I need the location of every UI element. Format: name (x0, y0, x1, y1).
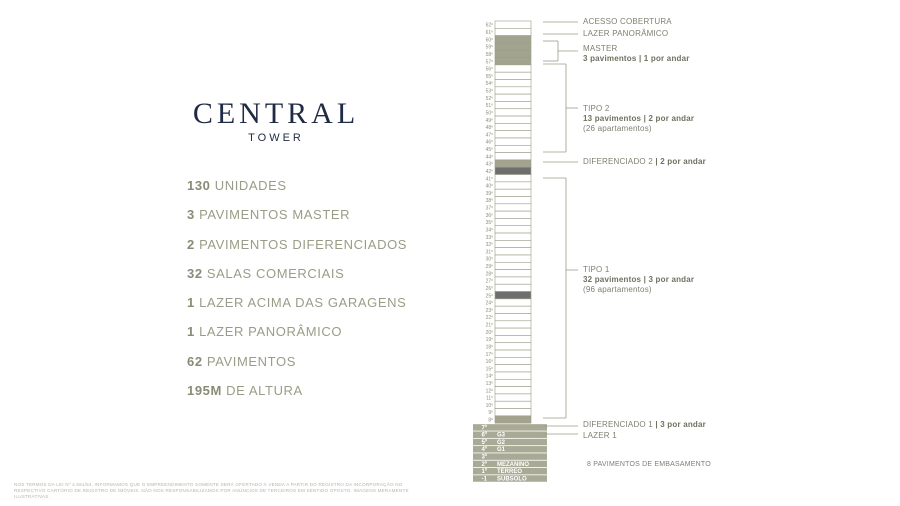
legal-disclaimer: NOS TERMOS DA LEI Nº 4.591/64, INFORMAMOS QUE O EMPREENDIMENTO SOMENTE SERÁ OFERTADO À VENDA A PARTIR DO REGISTRO DA INCORPORAÇÃO NO RESPECTIVO CARTÓRIO DE REGISTRO DE IMÓVEIS. NÃO NOS RESPONSABILIZAMOS POR ANÚNCIOS DE TERCEIROS EM SENTIDO OPOSTO. IMAGENS MERAMENTE ILUSTRATIVAS. (14, 482, 409, 499)
annotation-tipo2-sub: (26 apartamentos) (583, 124, 652, 133)
floor-number: 52º (485, 95, 493, 102)
floor-block (495, 116, 531, 123)
floor-block (495, 175, 531, 182)
base-floor-number: 7º (481, 425, 487, 432)
floor-number: 58º (485, 51, 493, 58)
floor-block (495, 123, 531, 130)
annotation-tipo2-title: TIPO 2 (583, 104, 610, 113)
floor-block (495, 387, 531, 394)
floor-block (495, 299, 531, 306)
floor-block (495, 328, 531, 335)
stat-number: 2 (187, 236, 195, 252)
floor-number: 22º (485, 315, 493, 322)
floor-number: 60º (485, 37, 493, 44)
floor-block (495, 357, 531, 364)
base-floor-label: G2 (497, 439, 506, 446)
floor-block (495, 313, 531, 320)
floor-block (495, 350, 531, 357)
floor-number: 10º (485, 402, 493, 409)
floor-block (495, 343, 531, 350)
annotation-master-detail: 3 pavimentos | 1 por andar (583, 54, 690, 63)
floor-block (495, 131, 531, 138)
stat-number: 3 (187, 207, 195, 223)
floor-number: 19º (485, 337, 493, 344)
floor-number: 12º (485, 388, 493, 395)
floor-block (495, 138, 531, 145)
floor-block (495, 79, 531, 86)
annotation-embasamento: 8 PAVIMENTOS DE EMBASAMENTO (587, 461, 711, 468)
floor-block (495, 233, 531, 240)
floor-block (495, 277, 531, 284)
floor-number: 62º (485, 22, 493, 29)
annotation-master (583, 44, 690, 64)
floor-number: 41º (485, 176, 493, 183)
annotation-diferenciado1 (583, 420, 706, 430)
floor-number: 40º (485, 183, 493, 190)
floor-block (495, 43, 531, 50)
floor-number: 26º (485, 285, 493, 292)
base-floor-label: MEZANINO (497, 461, 529, 468)
floor-block (495, 262, 531, 269)
floor-block (495, 321, 531, 328)
floor-number: 21º (485, 322, 493, 329)
base-floor-number: 6º (481, 432, 487, 439)
floor-number: 13º (485, 381, 493, 387)
annotation-dif1-title: DIFERENCIADO 1 (583, 420, 653, 429)
floor-number: 28º (485, 271, 493, 278)
annotation-diferenciado2 (583, 157, 706, 167)
floor-block (495, 21, 531, 28)
floor-number: 25º (485, 293, 493, 300)
floor-number: 30º (485, 256, 493, 263)
floor-block (495, 255, 531, 262)
floor-block (495, 109, 531, 116)
stat-number: 62 (187, 353, 203, 369)
floor-number: 51º (485, 103, 493, 110)
base-floor-label: TÉRREO (497, 469, 523, 476)
floor-number: 44º (485, 154, 493, 161)
annotation-dif2-title: DIFERENCIADO 2 (583, 157, 653, 166)
floor-block (495, 335, 531, 342)
stat-text: PAVIMENTOS (206, 353, 296, 369)
annotation-tipo1 (583, 265, 694, 295)
floor-block (495, 394, 531, 401)
base-floor-number: 3º (481, 454, 487, 461)
annotation-lazer1: LAZER 1 (583, 431, 617, 440)
floor-number: 50º (485, 110, 493, 117)
base-floor-label: G3 (497, 432, 506, 439)
annotation-dif2-detail: | 2 por andar (655, 157, 706, 166)
annotation-lazer-panoramico: LAZER PANORÂMICO (583, 29, 669, 38)
base-floor-label: SUBSOLO (497, 476, 527, 483)
floor-number: 55º (485, 73, 493, 80)
floor-number: 53º (485, 88, 493, 95)
stat-text: PAVIMENTOS DIFERENCIADOS (199, 236, 408, 252)
floor-block (495, 160, 531, 167)
floor-number: 37º (485, 205, 493, 212)
annotation-master-title: MASTER (583, 44, 618, 53)
logo-title: CENTRAL (192, 97, 360, 130)
floor-number: 54º (485, 81, 493, 88)
floor-number: 20º (485, 329, 493, 336)
floor-block (495, 101, 531, 108)
floor-number: 49º (485, 117, 493, 124)
floor-number: 31º (485, 249, 493, 256)
floor-number: 35º (485, 220, 493, 227)
stat-text: UNIDADES (214, 178, 287, 193)
stat-number: 32 (187, 265, 203, 281)
base-floor-label: G1 (497, 447, 506, 454)
logo-subtitle: TOWER (248, 132, 304, 144)
floor-number: 61º (485, 30, 493, 37)
floor-number: 33º (485, 234, 493, 241)
stat-number: 1 (187, 324, 195, 340)
annotation-tipo1-title: TIPO 1 (583, 265, 610, 274)
floor-block (495, 240, 531, 247)
base-floor-number: -1 (481, 476, 487, 483)
floor-number: 34º (485, 227, 493, 234)
floor-block (495, 379, 531, 386)
floor-block (495, 28, 531, 35)
stat-text: LAZER ACIMA DAS GARAGENS (199, 295, 407, 311)
annotation-acesso-cobertura: ACESSO COBERTURA (583, 17, 672, 26)
floor-number: 56º (485, 66, 493, 73)
floor-block (495, 218, 531, 225)
floor-block (495, 204, 531, 211)
floor-number: 39º (485, 190, 493, 197)
floor-number: 38º (485, 198, 493, 205)
floor-number: 29º (485, 264, 493, 271)
floor-number: 45º (485, 147, 493, 154)
floor-number: 14º (485, 373, 493, 380)
stat-text: PAVIMENTOS MASTER (199, 207, 351, 223)
floor-block (495, 72, 531, 79)
stat-number: 195M (187, 383, 222, 399)
floor-block (495, 306, 531, 313)
floor-number: 24º (485, 300, 493, 307)
floor-number: 11º (485, 395, 493, 402)
floor-number: 27º (485, 278, 493, 285)
floor-number: 23º (485, 307, 493, 314)
floor-number: 18º (485, 344, 493, 351)
base-floor-number: 2º (481, 461, 487, 468)
base-floor-number: 1º (481, 469, 487, 476)
floor-block (495, 248, 531, 255)
floor-number: 47º (485, 132, 493, 139)
floor-number: 59º (485, 44, 493, 51)
annotation-tipo1-detail: 32 pavimentos | 3 por andar (583, 275, 695, 284)
floor-block (495, 167, 531, 174)
base-floor-number: 5º (481, 439, 487, 446)
floor-number: 9º (488, 410, 493, 417)
floor-block (495, 211, 531, 218)
stat-number: 1 (187, 295, 195, 311)
floor-block (495, 65, 531, 72)
floor-number: 57º (485, 59, 493, 66)
floor-block (495, 36, 531, 43)
stat-text: LAZER PANORÂMICO (199, 324, 343, 340)
floor-block (495, 145, 531, 152)
floor-block (495, 58, 531, 65)
floor-number: 46º (485, 139, 493, 146)
base-floor-number: 4º (481, 447, 487, 454)
floor-number: 8º (488, 417, 493, 424)
floor-number: 17º (485, 351, 493, 358)
floor-block (495, 189, 531, 196)
floor-block (495, 94, 531, 101)
floor-block (495, 372, 531, 379)
floor-number: 16º (485, 359, 493, 366)
floor-number: 36º (485, 212, 493, 219)
annotation-dif1-detail: | 3 por andar (655, 420, 706, 429)
floor-block (495, 284, 531, 291)
floor-block (495, 226, 531, 233)
floor-number: 15º (485, 366, 493, 373)
annotation-tipo2-detail: 13 pavimentos | 2 por andar (583, 114, 695, 123)
floor-block (495, 87, 531, 94)
floor-number: 42º (485, 168, 493, 175)
floor-block (495, 365, 531, 372)
floor-number: 43º (485, 161, 493, 168)
floor-block (495, 416, 531, 423)
floor-block (495, 182, 531, 189)
stat-text: SALAS COMERCIAIS (206, 265, 345, 281)
floor-number: 48º (485, 125, 493, 132)
stat-text: DE ALTURA (226, 383, 303, 399)
stat-number: 130 (187, 178, 211, 193)
annotation-tipo2 (583, 104, 694, 134)
floor-number: 32º (485, 242, 493, 249)
annotation-tipo1-sub: (96 apartamentos) (583, 285, 652, 294)
floor-block (495, 50, 531, 57)
floor-block (495, 196, 531, 203)
floor-block (495, 292, 531, 299)
floor-block (495, 153, 531, 160)
floor-block (495, 401, 531, 408)
floor-block (495, 270, 531, 277)
floor-block (495, 409, 531, 416)
